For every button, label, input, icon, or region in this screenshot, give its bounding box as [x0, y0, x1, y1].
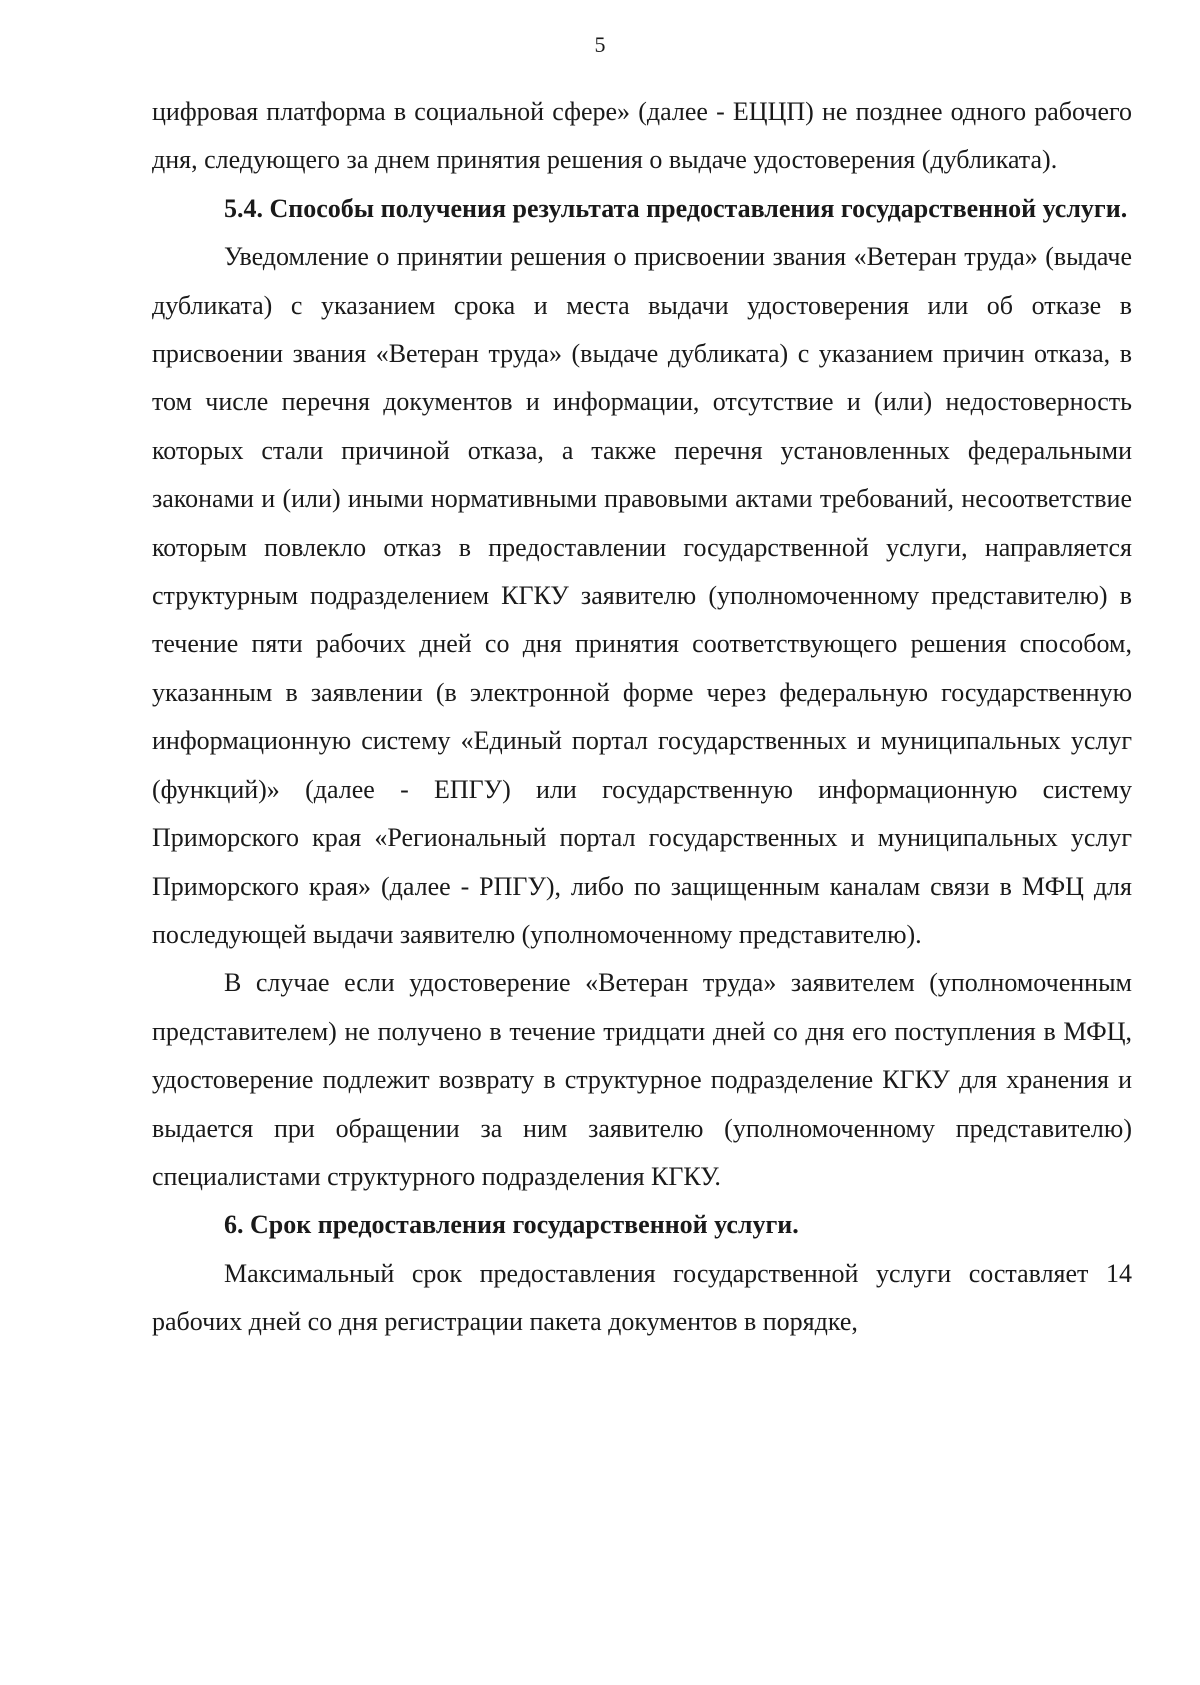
paragraph-notification: Уведомление о принятии решения о присвоении звания «Ветеран труда» (выдаче дубликата) с указанием срока и места выдачи удостоверения или об отказе в присвоении звания «Ветеран труда» (выдаче дубликата) с указанием причин отказа, в том числе перечня документов и информации, отсутствие и (или) недостоверность которых стали причиной отказа, а также перечня установленных федеральными законами и (или) иными нормативными правовыми актами требований, несоответствие которым повлекло отказ в предоставлении государственной услуги, направляется структурным подразделением КГКУ заявителю (уполномоченному представителю) в течение пяти рабочих дней со дня принятия соответствующего решения способом, указанным в заявлении (в электронной форме через федеральную государственную информационную систему «Единый портал государственных и муниципальных услуг (функций)» (далее - ЕПГУ) или государственную информационную систему Приморского края «Региональный портал государственных и муниципальных услуг Приморского края» (далее - РПГУ), либо по защищенным каналам связи в МФЦ для последующей выдачи заявителю (уполномоченному представителю).	[152, 242, 1132, 949]
paragraph-max-term: Максимальный срок предоставления государственной услуги составляет 14 рабочих дней со дня регистрации пакета документов в порядке,	[152, 1258, 1132, 1337]
page-number: 5	[594, 32, 606, 57]
section-heading-5-4: 5.4. Способы получения результата предоставления государственной услуги.	[224, 193, 1128, 223]
paragraph-continuation: цифровая платформа в социальной сфере» (далее - ЕЦЦП) не позднее одного рабочего дня, следующего за днем принятия решения о выдаче удостоверения (дубликата).	[152, 97, 1132, 175]
document-body	[152, 88, 1132, 1347]
section-heading-6: 6. Срок предоставления государственной услуги.	[224, 1210, 799, 1240]
paragraph-certificate-return: В случае если удостоверение «Ветеран труда» заявителем (уполномоченным представителем) не получено в течение тридцати дней со дня его поступления в МФЦ, удостоверение подлежит возврату в структурное подразделение КГКУ для хранения и выдается при обращении за ним заявителю (уполномоченному представителю) специалистами структурного подразделения КГКУ.	[152, 968, 1132, 1191]
